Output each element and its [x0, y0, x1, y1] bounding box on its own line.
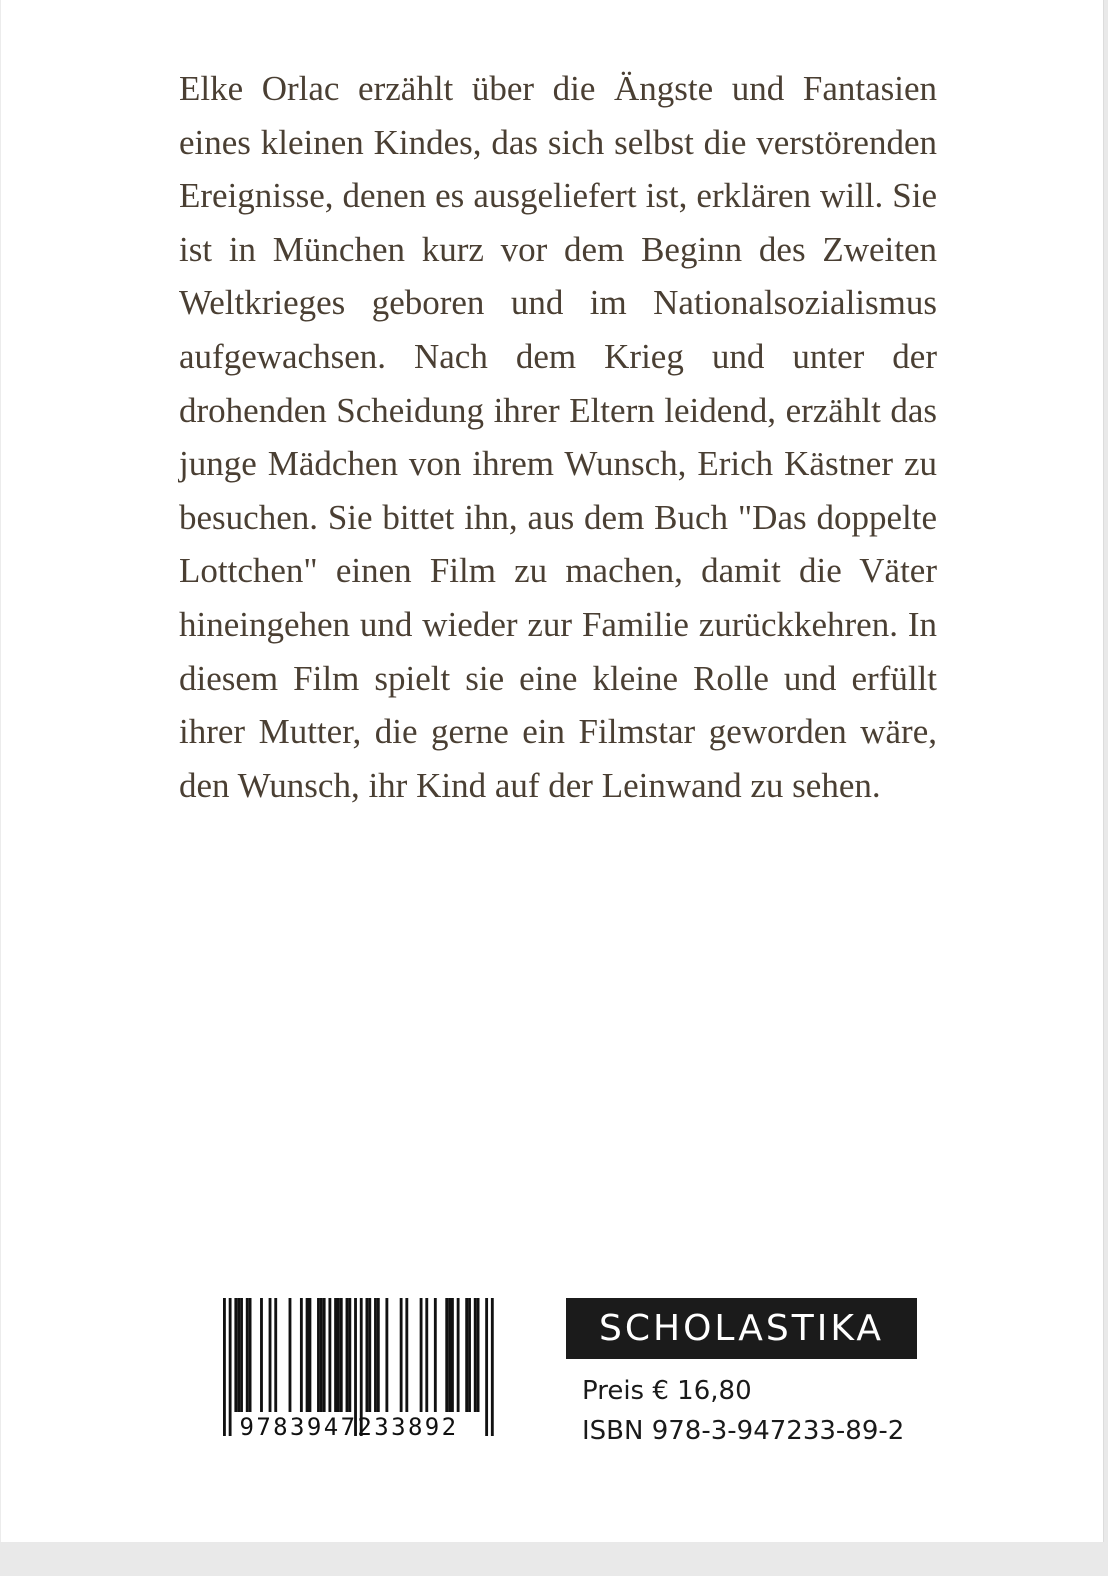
isbn-label: ISBN 978-3-947233-89-2	[582, 1416, 905, 1446]
barcode-bar	[425, 1298, 428, 1412]
barcode-bar	[237, 1298, 240, 1412]
barcode-bar	[491, 1298, 494, 1436]
barcode-bar	[420, 1298, 423, 1412]
barcode-bar	[477, 1298, 480, 1412]
barcode-bar	[223, 1298, 226, 1436]
blurb-text: Elke Orlac erzählt über die Ängste und Fantasien eines kleinen Kindes, das sich selbst die verstörenden Ereignisse, denen es ausgeliefert ist, erklären will. Sie ist in München kurz vor dem Beginn des Zweiten Weltkrieges geboren und im Nationalsozialismus aufgewachsen. Nach dem Krieg und unter der drohenden Scheidung ihrer Eltern leidend, erzählt das junge Mädchen von ihrem Wunsch, Erich Kästner zu besuchen. Sie bittet ihn, aus dem Buch "Das doppelte Lottchen" einen Film zu machen, damit die Väter hineingehen und wieder zur Familie zurückkehren. In diesem Film spielt sie eine kleine Rolle und erfüllt ihrer Mutter, die gerne ein Filmstar geworden wäre, den Wunsch, ihr Kind auf der Leinwand zu sehen.	[179, 69, 937, 805]
barcode-bar	[234, 1298, 237, 1412]
barcode-bar	[300, 1298, 303, 1412]
barcode-digits: 9783947233892	[239, 1413, 459, 1440]
barcode-bar	[306, 1298, 309, 1412]
barcode-bar	[366, 1298, 369, 1412]
barcode-bar	[485, 1298, 488, 1436]
barcode-bar	[260, 1298, 263, 1412]
barcode-bar	[320, 1298, 323, 1412]
barcode-bar	[317, 1298, 320, 1412]
barcode-graphic	[199, 1298, 499, 1440]
barcode-bar	[340, 1298, 343, 1412]
barcode-bar	[229, 1298, 232, 1436]
barcode-bar	[465, 1298, 468, 1412]
barcode-bar	[240, 1298, 243, 1412]
barcode-bar	[400, 1298, 403, 1412]
barcode-bar	[434, 1298, 437, 1412]
barcode-bar	[451, 1298, 454, 1412]
barcode	[199, 1298, 499, 1440]
barcode-bar	[405, 1298, 408, 1412]
barcode-bar	[445, 1298, 448, 1412]
barcode-bar	[323, 1298, 326, 1412]
barcode-bar	[337, 1298, 340, 1412]
barcode-bar	[309, 1298, 312, 1412]
barcode-bar	[374, 1298, 377, 1412]
barcode-bar	[457, 1298, 460, 1412]
barcode-bar	[289, 1298, 292, 1412]
barcode-bar	[368, 1298, 371, 1412]
publisher-logo	[566, 1298, 917, 1359]
barcode-bar	[328, 1298, 331, 1412]
barcode-bar	[468, 1298, 471, 1412]
barcode-bar	[249, 1298, 252, 1412]
barcode-bar	[448, 1298, 451, 1412]
barcode-bar	[334, 1298, 337, 1412]
publisher-name: SCHOLASTIKA	[599, 1308, 884, 1349]
barcode-bar	[246, 1298, 249, 1412]
barcode-bar	[377, 1298, 380, 1412]
barcode-bar	[348, 1298, 351, 1412]
barcode-bar	[474, 1298, 477, 1412]
barcode-bar	[269, 1298, 272, 1412]
barcode-bar	[346, 1298, 349, 1412]
barcode-bar	[385, 1298, 388, 1412]
price-label: Preis € 16,80	[582, 1376, 752, 1406]
barcode-bar	[274, 1298, 277, 1412]
